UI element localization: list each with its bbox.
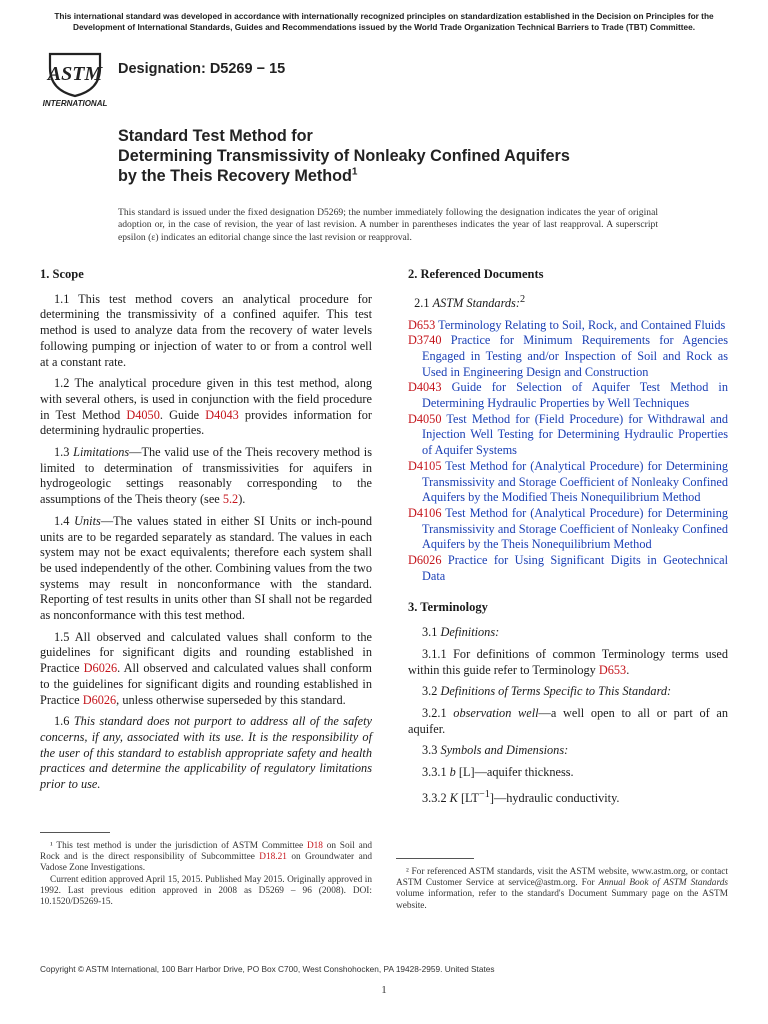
reference-item xyxy=(408,412,728,459)
reference-title-link[interactable]: Guide for Selection of Aquifer Test Method in Determining Hydraulic Properties by Well Techniques xyxy=(422,380,728,411)
reference-item xyxy=(408,459,728,506)
section-3-heading: 3. Terminology xyxy=(408,600,488,615)
link-d6026[interactable]: D6026 xyxy=(83,661,118,676)
link-d18[interactable]: D18 xyxy=(306,841,323,851)
reference-code-link[interactable]: D653 xyxy=(408,317,436,332)
reference-item xyxy=(408,553,728,584)
left-column xyxy=(40,267,372,799)
reference-code-link[interactable]: D4106 xyxy=(408,505,442,520)
para-3-3: 3.3 Symbols and Dimensions: xyxy=(422,743,569,758)
document-title xyxy=(118,126,678,186)
footnote-rule-right xyxy=(396,858,474,859)
right-column xyxy=(408,267,728,813)
reference-item xyxy=(408,506,728,553)
reference-code-link[interactable]: D4043 xyxy=(408,380,442,395)
title-line-3: by the Theis Recovery Method$^1$ xyxy=(118,166,358,185)
reference-code-link[interactable]: D4050 xyxy=(408,411,442,426)
para-3-3-2: 3.3.2 K $[LT^{-1}]—hydraulic$ conductivity. xyxy=(422,788,620,805)
svg-text:INTERNATIONAL: INTERNATIONAL xyxy=(42,99,108,108)
link-d4043[interactable]: D4043 xyxy=(205,407,239,422)
para-1-5: 1.5 All observed and calculated values shall conform to the guidelines for significant digits and rounding established in Practice D6026. All observed and calculated values shall conform to the guidelines for significant digits and rounding established in Practice D6026, unless otherwise superseded by this standard. xyxy=(40,629,372,707)
para-1-4: 1.4 Units—The values stated in either SI Units or inch-pound units are to be regarded separately as standard. The values in each system may not be exact equivalents; therefore each system shall be used independently of the other. Combining values from the two systems may result in nonconformance with the standard. Reporting of test results in units other than SI shall not be regarded as nonconformance with this test method. xyxy=(40,513,372,623)
reference-title-link[interactable]: Practice for Using Significant Digits in Geotechnical Data xyxy=(422,553,728,583)
reference-code-link[interactable]: D3740 xyxy=(408,333,442,348)
para-1-6: 1.6 This standard does not purport to address all of the safety concerns, if any, associated with its use. It is the responsibility of the user of this standard to establish appropriate safety and health practices and determine the applicability of regulatory limitations prior to use. xyxy=(40,714,372,792)
para-1-1: 1.1 This test method covers an analytical procedure for determining the transmissivity of a confined aquifer. This test method is used to analyze data from the recovery of water levels following pumping or injection of water to or from a control well at a constant rate. xyxy=(40,291,372,369)
para-3-2: 3.2 Definitions of Terms Specific to This Standard: xyxy=(422,684,672,699)
para-1-3: 1.3 Limitations—The valid use of the Theis recovery method is limited to determination of transmissivities for aquifers in hydrogeologic settings reasonably corresponding to the assumptions of the Theis theory (see 5.2). xyxy=(40,445,372,507)
reference-code-link[interactable]: D4105 xyxy=(408,458,442,473)
tbt-notice: This international standard was developed in accordance with internationally recognized principles on standardization established in the Decision on Principles for the Development of International Standards, Guides and Recommendations issued by the World Trade Organization Technical Barriers to Trade (TBT) Committee. xyxy=(54,11,714,32)
para-2-1: 2.1 ASTM Standards:$^2$ xyxy=(414,293,526,310)
reference-list xyxy=(408,318,728,585)
reference-item xyxy=(408,380,728,411)
footnote-1 xyxy=(40,841,372,908)
link-section-5-2[interactable]: 5.2 xyxy=(222,492,239,507)
link-d4050[interactable]: D4050 xyxy=(126,407,160,422)
footnote-1-para-1: ¹ This test method is under the jurisdiction of ASTM Committee D18 on Soil and Rock and is the direct responsibility of Subcommittee D18.21 on Groundwater and Vadose Zone Investigations. xyxy=(40,841,372,874)
reference-title-link[interactable]: Terminology Relating to Soil, Rock, and Contained Fluids xyxy=(435,317,726,332)
title-footnote-ref: 1 xyxy=(351,166,358,178)
para-3-3-1: 3.3.1 b [L]—aquifer thickness. xyxy=(422,765,574,780)
footnote-2 xyxy=(396,867,728,912)
para-1-2: 1.2 The analytical procedure given in this test method, along with several others, is used in conjunction with the field procedure in Test Method D4050. Guide D4043 provides information for determining hydraulic properties. xyxy=(40,376,372,438)
section-2-heading: 2. Referenced Documents xyxy=(408,267,544,281)
astm-logo xyxy=(40,50,114,108)
issuance-statement: This standard is issued under the fixed designation D5269; the number immediately following the designation indicates the year of original adoption or, in the case of revision, the year of last revision. A number in parentheses indicates the year of last reapproval. A superscript epsilon (ε) indicates an editorial change since the last revision or reapproval. xyxy=(118,207,658,243)
footnote-2-para: ² For referenced ASTM standards, visit the ASTM website, www.astm.org, or contact ASTM Customer Service at service@astm.org. For Annual Book of ASTM Standards volume information, refer to the standard's Document Summary page on the ASTM website. xyxy=(396,867,728,911)
footnote-1-para-2: Current edition approved April 15, 2015. Published May 2015. Originally approved in 1992. Last previous edition approved in 2008 as D5269 – 96 (2008). DOI: 10.1520/D5269-15. xyxy=(40,874,372,908)
section-1-heading: 1. Scope xyxy=(40,267,84,281)
svg-text:ASTM: ASTM xyxy=(47,63,103,85)
copyright-notice: Copyright © ASTM International, 100 Barr Harbor Drive, PO Box C700, West Conshohocken, PA 19428-2959. United States xyxy=(40,964,495,974)
para-3-1-1: 3.1.1 For definitions of common Terminology terms used within this guide refer to Terminology D653. xyxy=(408,646,728,677)
reference-title-link[interactable]: Practice for Minimum Requirements for Agencies Engaged in Testing and/or Inspection of Soil and Rock as Used in Engineering Design and Construction xyxy=(422,333,728,379)
reference-code-link[interactable]: D6026 xyxy=(408,553,442,568)
reference-title-link[interactable]: Test Method for (Field Procedure) for Withdrawal and Injection Well Testing for Determining Hydraulic Properties of Aquifer Systems xyxy=(422,411,728,458)
page-number: 1 xyxy=(381,984,387,996)
link-d6026[interactable]: D6026 xyxy=(82,692,117,707)
para-3-1: 3.1 Definitions: xyxy=(422,625,500,640)
footnote-rule-left xyxy=(40,832,110,833)
reference-title-link[interactable]: Test Method for (Analytical Procedure) for Determining Transmissivity and Storage Coefficient of Nonleaky Confined Aquifers by the Modified Theis Nonequilibrium Method xyxy=(422,458,728,505)
link-d653[interactable]: D653 xyxy=(598,662,627,677)
reference-title-link[interactable]: Test Method for (Analytical Procedure) for Determining Transmissivity and Storage Coefficient of Nonleaky Confined Aquifers by the Theis Nonequilibrium Method xyxy=(422,505,728,552)
title-line-1: Standard Test Method for xyxy=(118,127,313,145)
title-line-2: Determining Transmissivity of Nonleaky Confined Aquifers xyxy=(118,147,570,165)
para-3-2-1: 3.2.1 observation well—a well open to all or part of an aquifer. xyxy=(408,705,728,736)
reference-item xyxy=(408,318,728,334)
link-d18-21[interactable]: D18.21 xyxy=(259,852,287,863)
astm-logo-icon xyxy=(40,50,114,108)
reference-item xyxy=(408,333,728,380)
designation: Designation: D5269 − 15 xyxy=(118,61,286,77)
